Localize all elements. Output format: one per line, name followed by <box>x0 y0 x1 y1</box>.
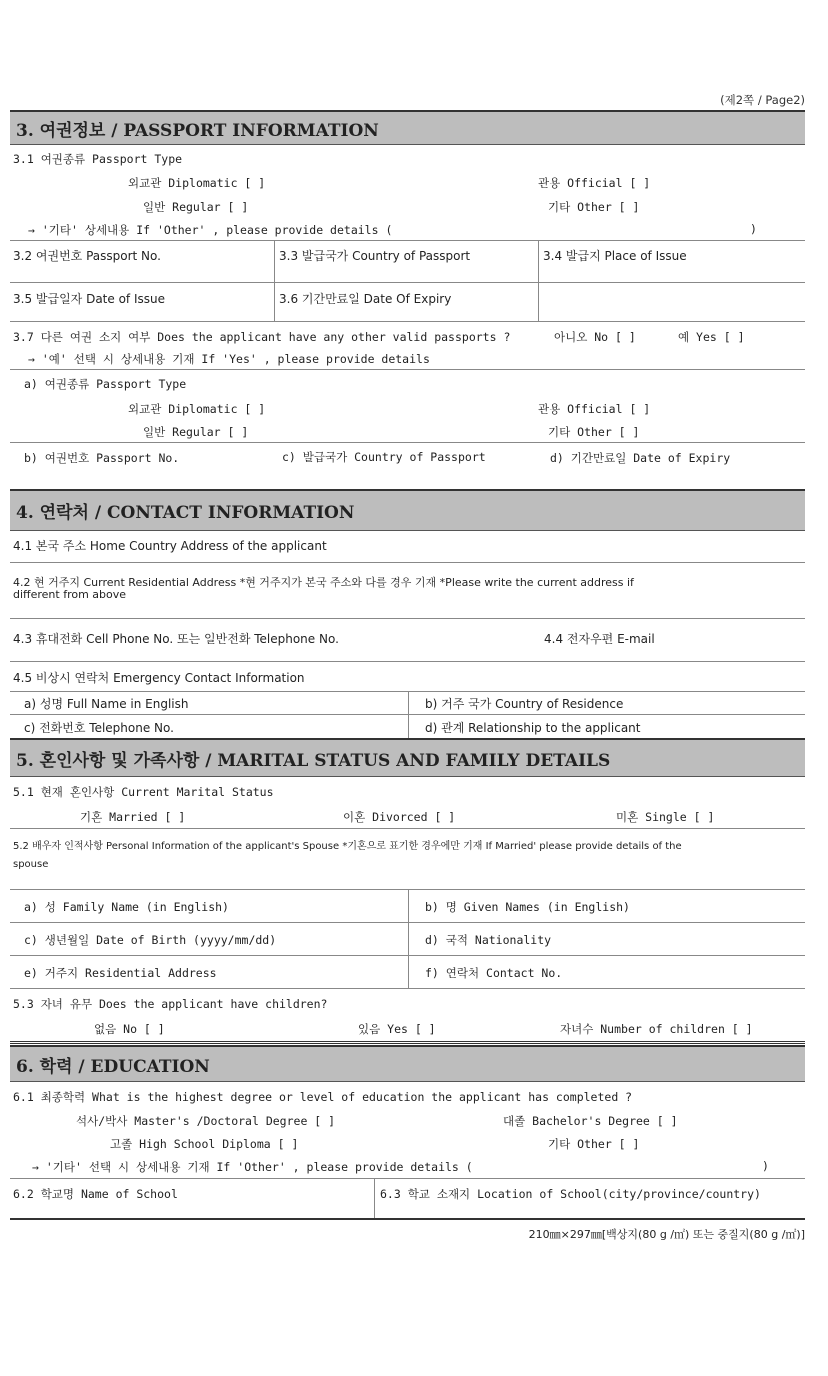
other-other-checkbox[interactable]: 기타 Other [ ] <box>548 425 640 439</box>
spouse-contact-cell[interactable] <box>408 956 805 988</box>
emergency-row <box>10 662 805 692</box>
education-other-checkbox[interactable]: 기타 Other [ ] <box>548 1137 640 1151</box>
single-checkbox[interactable]: 미혼 Single [ ] <box>616 810 715 824</box>
place-of-issue-label: 3.4 발급지 Place of Issue <box>543 249 687 263</box>
passport-type-label: 3.1 여권종류 Passport Type <box>13 152 183 166</box>
section-header-marital: 5. 혼인사항 및 가족사항 / MARITAL STATUS AND FAMILY DETAILS <box>10 738 805 777</box>
current-address-label-2: different from above <box>13 588 127 601</box>
spouse-info-label-2: spouse <box>13 859 49 870</box>
children-number-field[interactable]: 자녀수 Number of children [ ] <box>560 1022 753 1036</box>
spouse-family-name-field[interactable]: a) 성 Family Name (in English) <box>24 900 229 914</box>
emergency-phone-field[interactable]: c) 전화번호 Telephone No. <box>24 721 174 735</box>
school-location-label: 6.3 학교 소재지 Location of School(city/province/country) <box>380 1187 761 1201</box>
phone-email-row <box>10 619 805 662</box>
other-passports-question: 3.7 다른 여권 소지 여부 Does the applicant have any other valid passports ? <box>13 330 511 344</box>
other-country-field[interactable]: c) 발급국가 Country of Passport <box>282 450 486 464</box>
regular-checkbox[interactable]: 일반 Regular [ ] <box>143 200 249 214</box>
education-question: 6.1 최종학력 What is the highest degree or level of education the applicant has completed ? <box>13 1090 633 1104</box>
spouse-given-cell[interactable] <box>408 890 805 922</box>
children-yes-checkbox[interactable]: 있음 Yes [ ] <box>358 1022 436 1036</box>
official-checkbox[interactable]: 관용 Official [ ] <box>538 176 651 190</box>
education-level-block <box>10 1082 805 1179</box>
phone-field[interactable]: 4.3 휴대전화 Cell Phone No. 또는 일반전화 Telephone No. <box>13 632 339 646</box>
spouse-nationality-cell[interactable] <box>408 923 805 955</box>
section-header-passport: 3. 여권정보 / PASSPORT INFORMATION <box>10 110 805 145</box>
other-expiry-field[interactable]: d) 기간만료일 Date of Expiry <box>550 451 731 465</box>
other-passports-no[interactable]: 아니오 No [ ] <box>554 330 636 344</box>
country-of-passport-label: 3.3 발급국가 Country of Passport <box>279 249 471 263</box>
children-no-checkbox[interactable]: 없음 No [ ] <box>94 1022 165 1036</box>
school-row <box>10 1179 805 1220</box>
other-passports-yes[interactable]: 예 Yes [ ] <box>678 330 745 344</box>
spouse-dob-field[interactable]: c) 생년월일 Date of Birth (yyyy/mm/dd) <box>24 933 277 947</box>
other-regular-checkbox[interactable]: 일반 Regular [ ] <box>143 425 249 439</box>
education-other-close: ) <box>762 1159 769 1173</box>
section-header-education: 6. 학력 / EDUCATION <box>10 1045 805 1082</box>
spouse-given-name-label: b) 명 Given Names (in English) <box>425 900 630 914</box>
master-checkbox[interactable]: 석사/박사 Master's /Doctoral Degree [ ] <box>76 1114 336 1128</box>
school-location-cell[interactable] <box>374 1179 805 1218</box>
date-of-issue-field[interactable]: 3.5 발급일자 Date of Issue <box>13 292 165 306</box>
other-passports-block <box>10 322 805 370</box>
section-header-contact: 4. 연락처 / CONTACT INFORMATION <box>10 489 805 531</box>
diplomatic-checkbox[interactable]: 외교관 Diplomatic [ ] <box>128 176 266 190</box>
children-block <box>10 989 805 1044</box>
spouse-contact-label: f) 연락처 Contact No. <box>425 966 563 980</box>
page-number: (제2쪽 / Page2) <box>720 93 805 107</box>
emergency-row-2 <box>10 715 805 738</box>
divorced-checkbox[interactable]: 이혼 Divorced [ ] <box>343 810 456 824</box>
emergency-country-label: b) 거주 국가 Country of Residence <box>425 697 624 711</box>
other-checkbox[interactable]: 기타 Other [ ] <box>548 200 640 214</box>
passport-type-block <box>10 145 805 241</box>
marital-status-label: 5.1 현재 혼인사항 Current Marital Status <box>13 785 274 799</box>
passport-no-field[interactable]: 3.2 여권번호 Passport No. <box>13 249 161 263</box>
children-question: 5.3 자녀 유무 Does the applicant have children? <box>13 997 328 1011</box>
country-cell[interactable] <box>274 241 539 282</box>
emergency-name-field[interactable]: a) 성명 Full Name in English <box>24 697 189 711</box>
emergency-label: 4.5 비상시 연락처 Emergency Contact Information <box>13 671 305 685</box>
emergency-relation-cell[interactable] <box>408 715 805 738</box>
place-cell[interactable] <box>538 241 805 282</box>
school-name-field[interactable]: 6.2 학교명 Name of School <box>13 1187 178 1201</box>
home-address-label: 4.1 본국 주소 Home Country Address of the applicant <box>13 539 327 553</box>
current-address-row[interactable] <box>10 563 805 619</box>
married-checkbox[interactable]: 기혼 Married [ ] <box>80 810 186 824</box>
paper-spec-footer: 210㎜×297㎜[백상지(80 g /㎡) 또는 중질지(80 g /㎡)] <box>528 1228 805 1241</box>
passport-row-2 <box>10 283 805 322</box>
emergency-country-cell[interactable] <box>408 692 805 714</box>
other-details-label: → '기타' 상세내용 If 'Other' , please provide details ( <box>28 223 393 237</box>
high-school-checkbox[interactable]: 고졸 High School Diploma [ ] <box>110 1137 299 1151</box>
date-of-expiry-label: 3.6 기간만료일 Date Of Expiry <box>279 292 452 306</box>
other-details-close: ) <box>750 222 757 236</box>
other-passport-type-label: a) 여권종류 Passport Type <box>24 377 187 391</box>
current-address-label: 4.2 현 거주지 Current Residential Address *현 거주지가 본국 주소와 다를 경우 기재 *Please write the current address if <box>13 576 634 589</box>
spouse-nationality-label: d) 국적 Nationality <box>425 933 552 947</box>
expiry-cell[interactable] <box>274 283 539 321</box>
marital-status-block <box>10 777 805 829</box>
spouse-address-field[interactable]: e) 거주지 Residential Address <box>24 966 217 980</box>
spouse-info-row <box>10 829 805 890</box>
other-passport-type-block <box>10 370 805 443</box>
spouse-row-1 <box>10 890 805 923</box>
empty-cell <box>538 283 805 321</box>
passport-row-1 <box>10 241 805 283</box>
other-official-checkbox[interactable]: 관용 Official [ ] <box>538 402 651 416</box>
other-passport-row <box>10 443 805 489</box>
email-field[interactable]: 4.4 전자우편 E-mail <box>544 632 655 646</box>
spouse-row-2 <box>10 923 805 956</box>
emergency-relation-label: d) 관계 Relationship to the applicant <box>425 721 641 735</box>
bachelor-checkbox[interactable]: 대졸 Bachelor's Degree [ ] <box>503 1114 678 1128</box>
other-diplomatic-checkbox[interactable]: 외교관 Diplomatic [ ] <box>128 402 266 416</box>
emergency-row-1 <box>10 692 805 715</box>
home-address-row[interactable] <box>10 531 805 563</box>
spouse-row-3 <box>10 956 805 989</box>
spouse-info-label: 5.2 배우자 인적사항 Personal Information of the applicant's Spouse *기혼으로 표기한 경우에만 기재 If Married' please provide details of the <box>13 841 682 852</box>
education-other-details: → '기타' 선택 시 상세내용 기재 If 'Other' , please provide details ( <box>32 1160 473 1174</box>
yes-details-label: → '예' 선택 시 상세내용 기재 If 'Yes' , please provide details <box>28 352 430 366</box>
other-passport-no-field[interactable]: b) 여권번호 Passport No. <box>24 451 180 465</box>
